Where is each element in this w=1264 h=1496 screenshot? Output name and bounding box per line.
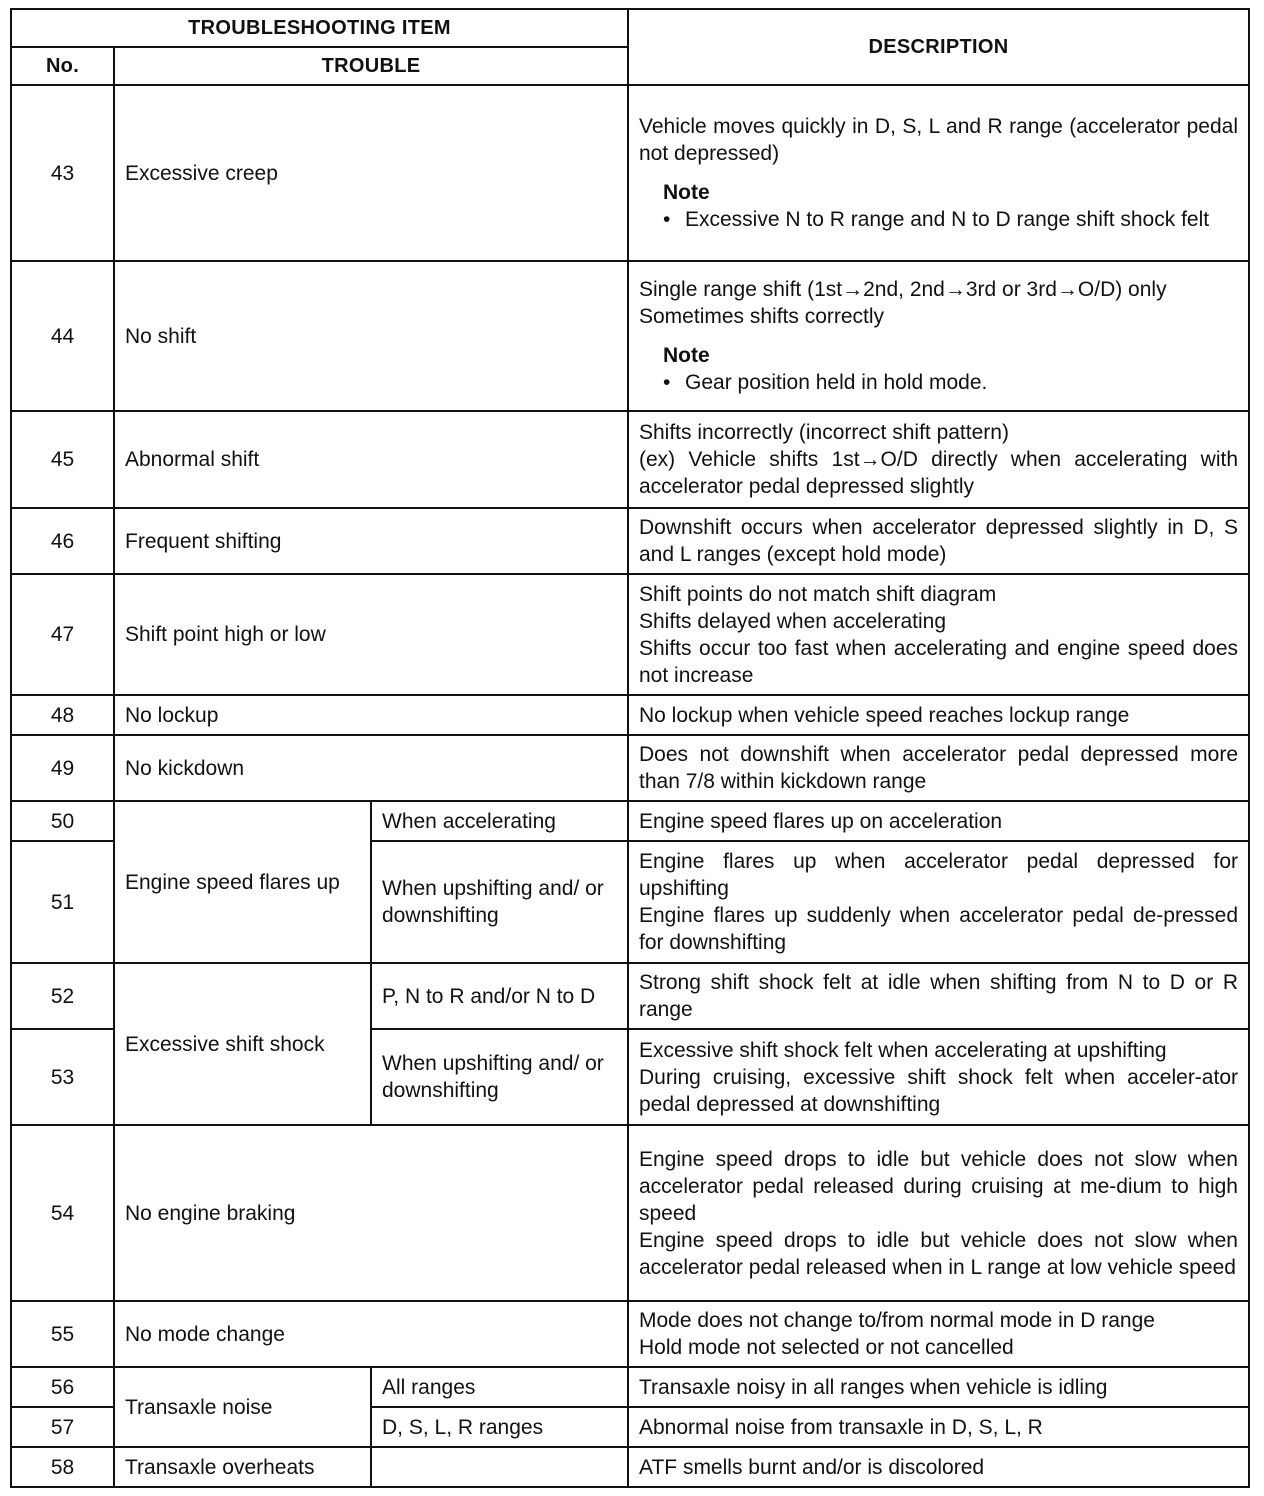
table-row [11,261,1249,411]
description-cell [628,735,1249,801]
row-number: 49 [11,735,114,801]
trouble-cell: Shift point high or low [114,574,628,695]
table-row [11,411,1249,508]
condition-cell: When upshifting and/ or downshifting [371,1029,628,1125]
description-cell [628,963,1249,1029]
row-number: 55 [11,1301,114,1367]
description-cell [628,695,1249,735]
trouble-cell: Engine speed flares up [114,801,371,963]
description-line: No lockup when vehicle speed reaches lockup range [639,703,1130,727]
table-row [11,508,1249,574]
description-cell [628,411,1249,508]
header-troubleshooting-item: TROUBLESHOOTING ITEM [11,9,628,47]
row-number: 48 [11,695,114,735]
table-row [11,85,1249,261]
header-description: DESCRIPTION [628,9,1249,85]
row-number: 43 [11,85,114,261]
table-row [11,695,1249,735]
description-cell [628,508,1249,574]
description-line: Downshift occurs when accelerator depressed slightly in D, S and L ranges (except hold mode) [639,516,1238,566]
description-cell [628,261,1249,411]
description-cell [628,1125,1249,1301]
description-line: Shifts occur too fast when accelerating and engine speed does not increase [639,636,1238,687]
description-line: Engine speed drops to idle but vehicle does not slow when accelerator pedal released when in L range at low vehicle speed [639,1228,1238,1279]
bullet-icon: • [663,371,671,394]
description-line: During cruising, excessive shift shock felt when acceler-ator pedal depressed at downshifting [639,1065,1238,1116]
condition-cell: P, N to R and/or N to D [371,963,628,1029]
row-number: 45 [11,411,114,508]
note-title: Note [663,181,710,204]
condition-cell [371,1447,628,1487]
description-cell [628,574,1249,695]
condition-cell: D, S, L, R ranges [371,1407,628,1447]
trouble-cell: No engine braking [114,1125,628,1301]
row-number: 53 [11,1029,114,1125]
description-line: Transaxle noisy in all ranges when vehicle is idling [639,1375,1108,1399]
description-cell [628,1301,1249,1367]
condition-cell: When upshifting and/ or downshifting [371,841,628,963]
condition-cell: All ranges [371,1367,628,1407]
troubleshooting-page [10,8,1248,1488]
note-title: Note [663,344,710,367]
description-line: Engine flares up suddenly when accelerator pedal de-pressed for downshifting [639,904,1238,954]
table-row [11,574,1249,695]
trouble-cell: No mode change [114,1301,628,1367]
description-cell [628,1029,1249,1125]
row-number: 44 [11,261,114,411]
table-row [11,1367,1249,1407]
description-line: Hold mode not selected or not cancelled [639,1336,1014,1359]
description-line: Does not downshift when accelerator pedal depressed more than 7/8 within kickdown range [639,743,1238,793]
trouble-cell: No shift [114,261,628,411]
row-number: 50 [11,801,114,841]
table-row [11,735,1249,801]
description-cell [628,801,1249,841]
trouble-cell: Excessive shift shock [114,963,371,1125]
description-line: Single range shift (1st→2nd, 2nd→3rd or 3rd→O/D) only [639,278,1167,301]
description-cell [628,1447,1249,1487]
trouble-cell: Transaxle noise [114,1367,371,1447]
trouble-cell: Transaxle overheats [114,1447,371,1487]
header-no: No. [11,47,114,85]
trouble-cell: No kickdown [114,735,628,801]
table-row [11,1301,1249,1367]
description-line: Shift points do not match shift diagram [639,582,997,606]
description-line: ATF smells burnt and/or is discolored [639,1455,985,1479]
row-number: 52 [11,963,114,1029]
note-text: Excessive N to R range and N to D range shift shock felt [685,208,1210,231]
troubleshooting-table [10,8,1250,1488]
description-line: Abnormal noise from transaxle in D, S, L, R [639,1415,1043,1439]
row-number: 46 [11,508,114,574]
trouble-cell: Excessive creep [114,85,628,261]
description-line: Sometimes shifts correctly [639,305,885,328]
description-line: Shifts delayed when accelerating [639,609,947,633]
trouble-cell: No lockup [114,695,628,735]
trouble-cell: Abnormal shift [114,411,628,508]
description-line: Shifts incorrectly (incorrect shift pattern) [639,421,1009,444]
table-row [11,963,1249,1029]
row-number: 57 [11,1407,114,1447]
header-trouble: TROUBLE [114,47,628,85]
note-bullet [663,206,1238,233]
row-number: 47 [11,574,114,695]
row-number: 54 [11,1125,114,1301]
description-line: Engine flares up when accelerator pedal depressed for upshifting [639,850,1238,900]
table-row [11,801,1249,841]
description-line: Strong shift shock felt at idle when shifting from N to D or R range [639,971,1238,1021]
description-line: Engine speed drops to idle but vehicle does not slow when accelerator pedal released during cruising at me-dium to high speed [639,1147,1238,1225]
description-line: Mode does not change to/from normal mode in D range [639,1309,1155,1332]
description-cell [628,1407,1249,1447]
row-number: 58 [11,1447,114,1487]
description-line: Vehicle moves quickly in D, S, L and R range (accelerator pedal not depressed) [639,115,1238,165]
condition-cell: When accelerating [371,801,628,841]
note-bullet [663,369,1238,396]
table-row [11,1125,1249,1301]
description-line: Excessive shift shock felt when accelerating at upshifting [639,1038,1167,1062]
description-line: Engine speed flares up on acceleration [639,809,1003,833]
row-number: 51 [11,841,114,963]
table-row [11,1447,1249,1487]
description-cell [628,85,1249,261]
description-line: (ex) Vehicle shifts 1st→O/D directly when accelerating with accelerator pedal depressed slightly [639,448,1238,498]
bullet-icon: • [663,208,671,231]
row-number: 56 [11,1367,114,1407]
description-cell [628,1367,1249,1407]
description-cell [628,841,1249,963]
trouble-cell: Frequent shifting [114,508,628,574]
note-text: Gear position held in hold mode. [685,371,988,394]
